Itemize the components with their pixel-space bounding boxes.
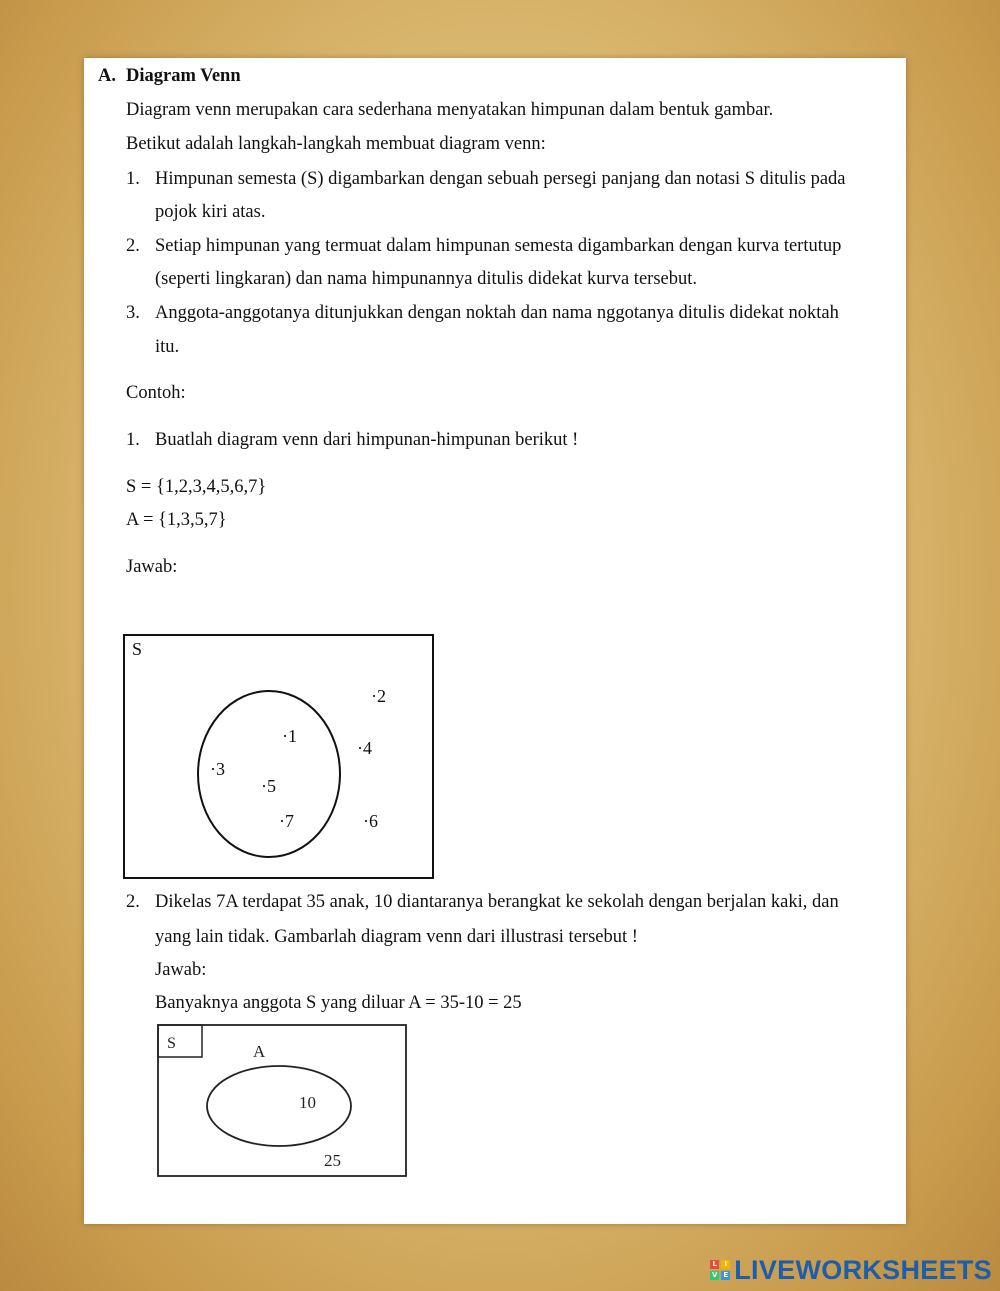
inside-count: 10: [299, 1093, 316, 1112]
logo-letter: L: [710, 1260, 719, 1269]
logo-letter: I: [721, 1260, 730, 1269]
member-inside: ·1: [282, 726, 297, 746]
section-marker: A.: [98, 66, 116, 86]
member-inside: ·3: [210, 759, 225, 779]
set-s-definition: S = {1,2,3,4,5,6,7}: [126, 477, 267, 497]
intro-line: Betikut adalah langkah-langkah membuat diagram venn:: [126, 134, 546, 154]
member-inside: ·7: [279, 811, 294, 831]
liveworksheets-brand: [710, 1255, 992, 1285]
venn-diagram-1: [123, 634, 434, 879]
liveworksheets-logo-icon: [710, 1260, 730, 1280]
logo-letter: V: [712, 1271, 718, 1279]
example-text: Dikelas 7A terdapat 35 anak, 10 diantaranya berangkat ke sekolah dengan berjalan kaki, dan: [155, 892, 839, 912]
answer-label: Jawab:: [155, 960, 207, 980]
intro-line: Diagram venn merupakan cara sederhana menyatakan himpunan dalam bentuk gambar.: [126, 100, 774, 120]
example-number: 1.: [126, 430, 140, 450]
step-number: 1.: [126, 169, 140, 189]
example-label: Contoh:: [126, 383, 186, 403]
example-question: Buatlah diagram venn dari himpunan-himpunan berikut !: [155, 430, 579, 450]
step-text: Anggota-anggotanya ditunjukkan dengan noktah dan nama nggotanya ditulis didekat noktah: [155, 303, 839, 323]
step-text: pojok kiri atas.: [155, 202, 266, 222]
answer-label: Jawab:: [126, 557, 178, 577]
universe-label-box: [158, 1025, 202, 1057]
section-title: Diagram Venn: [126, 66, 241, 86]
step-text: Himpunan semesta (S) digambarkan dengan sebuah persegi panjang dan notasi S ditulis pada: [155, 169, 846, 189]
member-outside: ·6: [363, 811, 378, 831]
set-a-ellipse: [207, 1066, 351, 1146]
venn-diagram-2: [155, 1022, 411, 1184]
step-text: itu.: [155, 337, 180, 357]
member-outside: ·2: [371, 686, 386, 706]
example-text: yang lain tidak. Gambarlah diagram venn dari illustrasi tersebut !: [155, 927, 638, 947]
set-label: A: [253, 1042, 266, 1061]
calculation-text: Banyaknya anggota S yang diluar A = 35-10 = 25: [155, 993, 522, 1013]
universe-rectangle: [124, 635, 433, 878]
brand-name: LIVEWORKSHEETS: [734, 1254, 992, 1285]
universe-rectangle: [158, 1025, 406, 1176]
universe-label: S: [167, 1035, 176, 1052]
step-text: (seperti lingkaran) dan nama himpunannya ditulis didekat kurva tersebut.: [155, 269, 697, 289]
step-number: 2.: [126, 236, 140, 256]
set-a-definition: A = {1,3,5,7}: [126, 510, 227, 530]
step-text: Setiap himpunan yang termuat dalam himpunan semesta digambarkan dengan kurva tertutup: [155, 236, 842, 256]
example-number: 2.: [126, 892, 140, 912]
member-outside: ·4: [357, 738, 372, 758]
member-inside: ·5: [261, 776, 276, 796]
step-number: 3.: [126, 303, 140, 323]
outside-count: 25: [324, 1151, 341, 1170]
universe-label: S: [132, 639, 143, 659]
logo-letter: E: [721, 1271, 730, 1280]
